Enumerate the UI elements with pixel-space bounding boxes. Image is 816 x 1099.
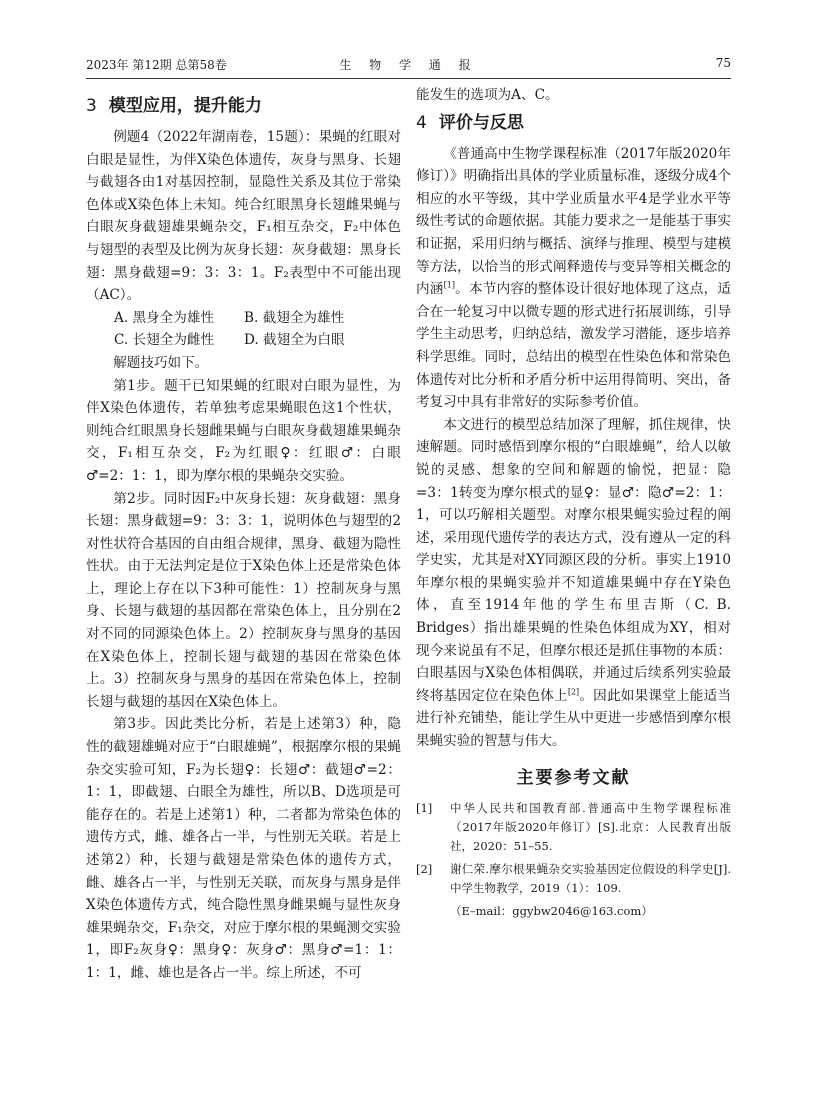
evaluation-text-rest: 。本节内容的整体设计很好地体现了这点，适合在一轮复习中以微专题的形式进行拓展训练，引导学生主动思考，归纳总结，激发学习潜能，逐步培养科学思维。同时，总结出的模型在性染色体和常染色体遗传对比分析和矛盾分析中运用得简明、突出，备考复习中具有非常好的实际参考价值。: [416, 281, 732, 411]
option-c: C. 长翅全为雌性: [114, 332, 215, 349]
citation-1: [1]: [443, 280, 455, 290]
reference-text: 谢仁荣.摩尔根果蝇杂交实验基因定位假设的科学史[J].中学生物教学，2019（1）：109.: [450, 862, 731, 896]
option-b: B. 截翅全为雄性: [244, 309, 345, 326]
right-column: [416, 84, 731, 921]
evaluation-text: 《普通高中生物学课程标准（2017年版2020年修订）》明确指出具体的学业质量标准，逐级分成4个相应的水平等级，其中学业质量水平4是学业水平等级性考试的命题依据。其能力要求之一是能基于事实和证据，采用归纳与概括、演绎与推理、模型与建模等方法，以恰当的形式阐释遗传与变异等相关概念的内涵: [416, 145, 731, 298]
citation-2: [2]: [567, 687, 580, 697]
option-a: A. 黑身全为雄性: [114, 309, 215, 326]
left-column: [86, 84, 401, 985]
reflection-text-rest: 。因此如果课堂上能适当进行补充铺垫，能让学生从中更进一步感悟到摩尔根果蝇实验的智慧与伟大。: [416, 687, 731, 750]
section-4-number: 4: [416, 112, 427, 133]
running-header: [86, 56, 731, 76]
reference-number: [2]: [416, 862, 433, 877]
answer-options: [86, 307, 401, 352]
section-3-number: 3: [86, 96, 97, 116]
reference-text: 中华人民共和国教育部.普通高中生物学课程标准（2017年版2020年修订）[S].北京：人民教育出版社，2020：51–55.: [450, 801, 731, 854]
reflection-text: 本文进行的模型总结加深了理解，抓住规律，快速解题。同时感悟到摩尔根的“白眼雄蝇”，给人以敏锐的灵感、想象的空间和解题的愉悦，把显：隐=3：1转变为摩尔根式的显♀：显♂：隐♂=2：1：1，可以巧解相关题型。对摩尔根果蝇实验过程的阐述，采用现代遗传学的表达方式，没有遵从一定的科学史实，尤其是对XY同源区段的分析。事实上1910年摩尔根的果蝇实验并不知道雄果蝇中存在Y染色体，直至1914年他的学生布里吉斯（C. B. Bridges）指出雄果蝇的性染色体组成为XY，相对现今来说虽有不足，但摩尔根还是抓住事物的本质：白眼基因与X染色体相偶联，并通过后续系列实验最终将基因定位在染色体上: [416, 416, 731, 704]
reference-item: [416, 799, 731, 856]
journal-name: 生 物 学 通 报: [339, 58, 478, 72]
issue-info: 2023年 第12期 总第58卷: [86, 58, 227, 72]
section-3-continuation: 能发生的选项为A、C。: [416, 87, 559, 103]
step-1: 第1步。题干已知果蝇的红眼对白眼为显性，为伴X染色体遗传，若单独考虑果蝇眼色这1个性状，则纯合红眼黑身长翅雌果蝇与白眼灰身截翅雄果蝇杂交，F₁相互杂交，F₂为红眼♀：红眼♂：白眼♂=2：1：1，即为摩尔根的果蝇杂交实验。: [86, 377, 401, 484]
section-4-title: 评价与反思: [438, 112, 524, 133]
step-2: 第2步。同时因F₂中灰身长翅：灰身截翅：黑身长翅：黑身截翅=9：3：3：1，说明体色与翅型的2对性状符合基因的自由组合规律，黑身、截翅为隐性性状。由于无法判定是位于X染色体上还是常染色体上，理论上存在以下3种可能性：1）控制灰身与黑身、长翅与截翅的基因都在常染色体上，且分别在2对不同的同源染色体上。2）控制灰身与黑身的基因在X染色体上，控制长翅与截翅的基因在常染色体上。3）控制灰身与黑身的基因在常染色体上，控制长翅与截翅的基因在X染色体上。: [86, 490, 401, 710]
option-d: D. 截翅全为白眼: [244, 332, 345, 349]
evaluation-paragraph: [416, 143, 731, 414]
author-email: （E–mail：ggybw2046@163.com）: [450, 904, 653, 919]
reflection-paragraph: [416, 414, 731, 753]
step-3: 第3步。因此类比分析，若是上述第3）种，隐性的截翅雄蝇对应于“白眼雄蝇”，根据摩尔根的果蝇杂交实验可知，F₂为长翅♀：长翅♂：截翅♂=2：1：1，即截翅、白眼全为雄性，所以B、D选项是可能存在的。若是上述第1）种，二者都为常染色体的遗传方式，雌、雄各占一半，与性别无关联。若是上述第2）种，长翅与截翅是常染色体的遗传方式，雌、雄各占一半，与性别无关联，而灰身与黑身是伴X染色体遗传方式，纯合隐性黑身雌果蝇与显性灰身雄果蝇杂交，F₁杂交，对应于摩尔根的果蝇测交实验1，即F₂灰身♀：黑身♀：灰身♂：黑身♂=1：1：1：1，雌、雄也是各占一半。综上所述，不可: [86, 716, 401, 981]
reference-item: [416, 860, 731, 898]
header-rule: [86, 78, 731, 79]
tips-intro: 解题技巧如下。: [113, 354, 209, 371]
section-3-title: 模型应用，提升能力: [108, 96, 262, 116]
references-title: 主要参考文献: [516, 767, 631, 788]
section-4-heading: [416, 111, 731, 135]
reference-number: [1]: [416, 801, 433, 816]
example-question: 例题4（2022年湖南卷，15题）：果蝇的红眼对白眼是显性，为伴X染色体遗传，灰身与黑身、长翅与截翅各由1对基因控制，显隐性关系及其位于常染色体或X染色体上未知。纯合红眼黑身长翅雌果蝇与白眼灰身截翅雄果蝇杂交，F₁相互杂交，F₂中体色与翅型的表型及比例为灰身长翅：灰身截翅：黑身长翅：黑身截翅=9：3：3：1。F₂表型中不可能出现（AC）。: [86, 129, 401, 304]
page-number: 75: [715, 56, 731, 70]
section-3-heading: [86, 94, 401, 118]
